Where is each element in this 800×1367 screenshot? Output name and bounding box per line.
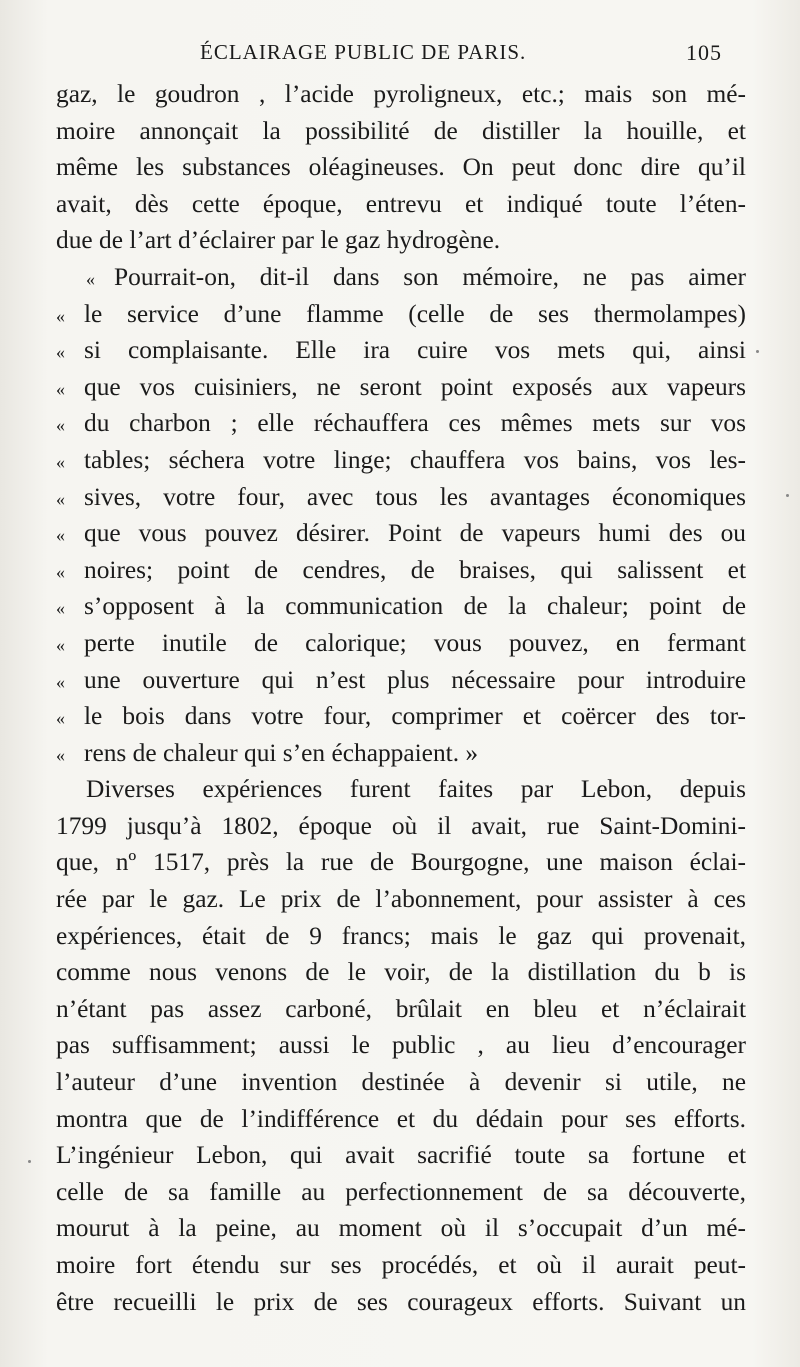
quote-mark: «	[56, 598, 65, 619]
quote-mark: «	[56, 671, 65, 692]
line-text: perte inutile de calorique; vous pouvez, en fermant	[84, 628, 746, 657]
line-text: noires; point de cendres, de braises, qui salissent et	[84, 555, 746, 584]
text-line	[56, 332, 746, 369]
paper-speck	[28, 1160, 31, 1163]
line-text: moire fort étendu sur ses procédés, et où il aurait peut-	[56, 1251, 746, 1279]
text-line	[56, 186, 746, 223]
text-line	[56, 918, 746, 955]
paper-speck	[756, 350, 759, 353]
quote-mark: «	[56, 415, 65, 436]
line-text: mourut à la peine, au moment où il s’occupait d’un mé-	[56, 1214, 746, 1243]
text-line	[56, 442, 746, 479]
text-line	[56, 588, 746, 625]
line-text: Pourrait-on, dit-il dans son mémoire, ne pas aimer	[114, 262, 746, 291]
line-text: que, nº 1517, près la rue de Bourgogne, une maison éclai-	[56, 848, 746, 877]
text-line	[56, 1247, 746, 1284]
text-line	[56, 698, 746, 735]
quote-mark: «	[56, 708, 65, 729]
text-line	[56, 881, 746, 918]
line-text: celle de sa famille au perfectionnement de sa découverte,	[56, 1177, 746, 1206]
text-line	[56, 1284, 746, 1321]
text-line	[56, 735, 746, 772]
quote-mark: «	[56, 744, 65, 765]
page-number: 105	[686, 40, 722, 65]
quote-mark: «	[56, 488, 65, 509]
text-line	[56, 369, 746, 406]
text-line	[56, 1174, 746, 1211]
paper-speck	[786, 494, 789, 497]
line-text: avait, dès cette époque, entrevu et indiqué toute l’éten-	[56, 189, 746, 218]
quote-mark: «	[56, 378, 65, 399]
text-line	[56, 844, 746, 881]
text-line	[56, 515, 746, 552]
line-text: comme nous venons de le voir, de la distillation du b is	[56, 958, 746, 987]
quote-mark: «	[56, 342, 65, 363]
quote-mark: «	[56, 561, 65, 582]
text-line	[56, 296, 746, 333]
line-text: Diverses expériences furent faites par Lebon, depuis	[86, 775, 746, 804]
line-text: gaz, le goudron , l’acide pyroligneux, etc.; mais son mé-	[56, 80, 746, 108]
quote-mark: «	[86, 268, 95, 289]
line-text: l’auteur d’une invention destinée à devenir si utile, ne	[56, 1068, 746, 1097]
text-line	[56, 479, 746, 516]
line-text: que vos cuisiniers, ne seront point exposés aux vapeurs	[84, 372, 746, 401]
line-text: rens de chaleur qui s’en échappaient. »	[84, 738, 479, 767]
line-text: due de l’art d’éclairer par le gaz hydrogène.	[56, 226, 501, 255]
text-line	[56, 771, 746, 808]
text-line	[56, 113, 746, 150]
text-line	[56, 1210, 746, 1247]
text-line	[56, 259, 746, 296]
text-line	[56, 552, 746, 589]
line-text: que vous pouvez désirer. Point de vapeurs humi des ou	[84, 519, 746, 548]
line-text: moire annonçait la possibilité de distiller la houille, et	[56, 116, 746, 145]
text-line	[56, 662, 746, 699]
line-text: être recueilli le prix de ses courageux efforts. Suivant un	[56, 1287, 746, 1316]
line-text: n’étant pas assez carboné, brûlait en bleu et n’éclairait	[56, 994, 746, 1023]
text-line	[56, 1064, 746, 1101]
line-text: montra que de l’indifférence et du dédain pour ses efforts.	[56, 1104, 746, 1133]
text-line	[56, 405, 746, 442]
line-text: pas suffisamment; aussi le public , au lieu d’encourager	[56, 1031, 746, 1060]
text-line	[56, 954, 746, 991]
line-text: le service d’une flamme (celle de ses thermolampes)	[84, 299, 746, 328]
quote-mark: «	[56, 451, 65, 472]
line-text: L’ingénieur Lebon, qui avait sacrifié toute sa fortune et	[56, 1141, 746, 1170]
text-line	[56, 625, 746, 662]
line-text: si complaisante. Elle ira cuire vos mets qui, ainsi	[84, 336, 746, 365]
text-line	[56, 1101, 746, 1138]
line-text: expériences, était de 9 francs; mais le gaz qui provenait,	[56, 921, 746, 950]
text-line	[56, 991, 746, 1028]
text-line	[56, 149, 746, 186]
running-title: ÉCLAIRAGE PUBLIC DE PARIS.	[200, 40, 527, 64]
quote-mark: «	[56, 305, 65, 326]
page-text	[56, 76, 746, 1320]
text-line	[56, 222, 746, 259]
line-text: même les substances oléagineuses. On peut donc dire qu’il	[56, 153, 746, 182]
line-text: 1799 jusqu’à 1802, époque où il avait, rue Saint-Domini-	[56, 811, 746, 840]
text-line	[56, 1137, 746, 1174]
line-text: rée par le gaz. Le prix de l’abonnement, pour assister à ces	[56, 885, 746, 914]
line-text: tables; séchera votre linge; chauffera vos bains, vos les-	[84, 445, 746, 474]
line-text: sives, votre four, avec tous les avantages économiques	[84, 482, 746, 511]
text-line	[56, 76, 746, 113]
text-line	[56, 1027, 746, 1064]
running-header	[0, 36, 800, 70]
quote-mark: «	[56, 525, 65, 546]
line-text: une ouverture qui n’est plus nécessaire pour introduire	[84, 665, 746, 694]
line-text: du charbon ; elle réchauffera ces mêmes mets sur vos	[84, 409, 746, 438]
text-line	[56, 808, 746, 845]
line-text: s’opposent à la communication de la chaleur; point de	[84, 592, 746, 621]
quote-mark: «	[56, 634, 65, 655]
line-text: le bois dans votre four, comprimer et coërcer des tor-	[84, 702, 746, 731]
